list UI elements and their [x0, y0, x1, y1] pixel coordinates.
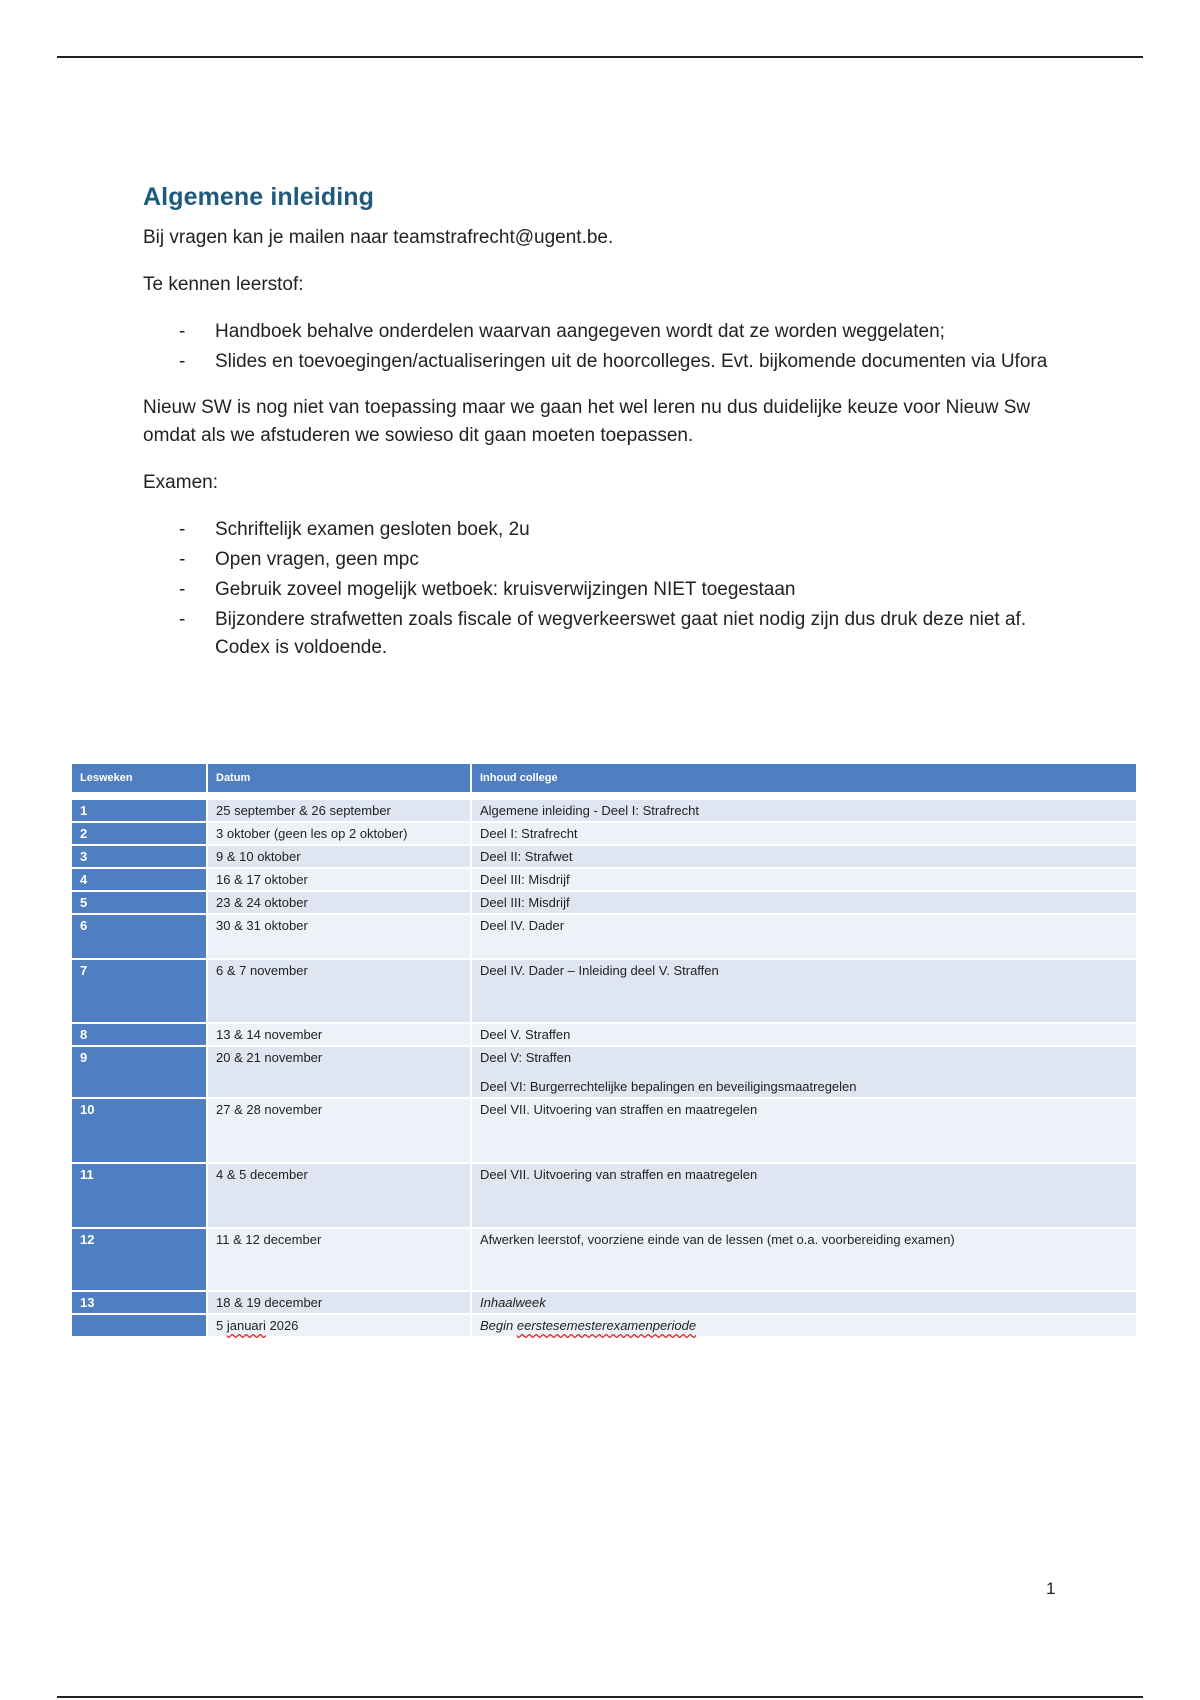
header-inhoud: Inhoud college [470, 764, 1136, 792]
header-datum: Datum [206, 764, 470, 792]
table-row: 10 27 & 28 november Deel VII. Uitvoering van straffen en maatregelen [72, 1099, 1136, 1162]
contact-paragraph: Bij vragen kan je mailen naar teamstrafrecht@ugent.be. [143, 227, 614, 248]
table-row: 1 25 september & 26 september Algemene inleiding - Deel I: Strafrecht [72, 800, 1136, 821]
table-row: 12 11 & 12 december Afwerken leerstof, voorziene einde van de lessen (met o.a. voorbereiding examen) [72, 1229, 1136, 1290]
list-item: - Slides en toevoegingen/actualiseringen uit de hoorcolleges. Evt. bijkomende documenten via Ufora [179, 351, 1048, 372]
leerstof-heading: Te kennen leerstof: [143, 274, 304, 295]
top-rule [57, 56, 1143, 58]
list-item: - Open vragen, geen mpc [179, 549, 419, 570]
table-row: 7 6 & 7 november Deel IV. Dader – Inleiding deel V. Straffen [72, 960, 1136, 1022]
list-item: - Schriftelijk examen gesloten boek, 2u [179, 519, 530, 540]
table-row: 4 16 & 17 oktober Deel III: Misdrijf [72, 869, 1136, 890]
nieuw-sw-paragraph: Nieuw SW is nog niet van toepassing maar we gaan het wel leren nu dus duidelijke keuze voor Nieuw Sw omdat als we afstuderen we sowieso dit gaan moeten toepassen. [143, 397, 1031, 446]
document-body [143, 183, 1063, 680]
header-lesweken: Lesweken [72, 764, 206, 792]
list-item: - Handboek behalve onderdelen waarvan aangegeven wordt dat ze worden weggelaten; [179, 321, 945, 342]
bottom-rule [57, 1696, 1143, 1698]
table-row: 9 20 & 21 november Deel V: Straffen Deel VI: Burgerrechtelijke bepalingen en beveiligingsmaatregelen [72, 1047, 1136, 1097]
table-row: 2 3 oktober (geen les op 2 oktober) Deel I: Strafrecht [72, 823, 1136, 844]
table-row: 3 9 & 10 oktober Deel II: Strafwet [72, 846, 1136, 867]
list-item: - Bijzondere strafwetten zoals fiscale of wegverkeerswet gaat niet nodig zijn dus druk deze niet af. Codex is voldoende. [179, 609, 1027, 658]
page-title: Algemene inleiding [143, 183, 374, 211]
table-row: 5 januari 2026 Begin eerstesemesterexamenperiode [72, 1315, 1136, 1336]
examen-heading: Examen: [143, 472, 218, 493]
examen-list [143, 516, 1063, 662]
leerstof-list [143, 318, 1063, 376]
table-row: 5 23 & 24 oktober Deel III: Misdrijf [72, 892, 1136, 913]
table-row: 11 4 & 5 december Deel VII. Uitvoering van straffen en maatregelen [72, 1164, 1136, 1227]
schedule-table [72, 762, 1136, 1338]
table-row: 13 18 & 19 december Inhaalweek [72, 1292, 1136, 1313]
page-number: 1 [1046, 1579, 1056, 1598]
table-row: 6 30 & 31 oktober Deel IV. Dader [72, 915, 1136, 958]
table-row: 8 13 & 14 november Deel V. Straffen [72, 1024, 1136, 1045]
list-item: - Gebruik zoveel mogelijk wetboek: kruisverwijzingen NIET toegestaan [179, 579, 796, 600]
table-header-row [72, 764, 1136, 792]
